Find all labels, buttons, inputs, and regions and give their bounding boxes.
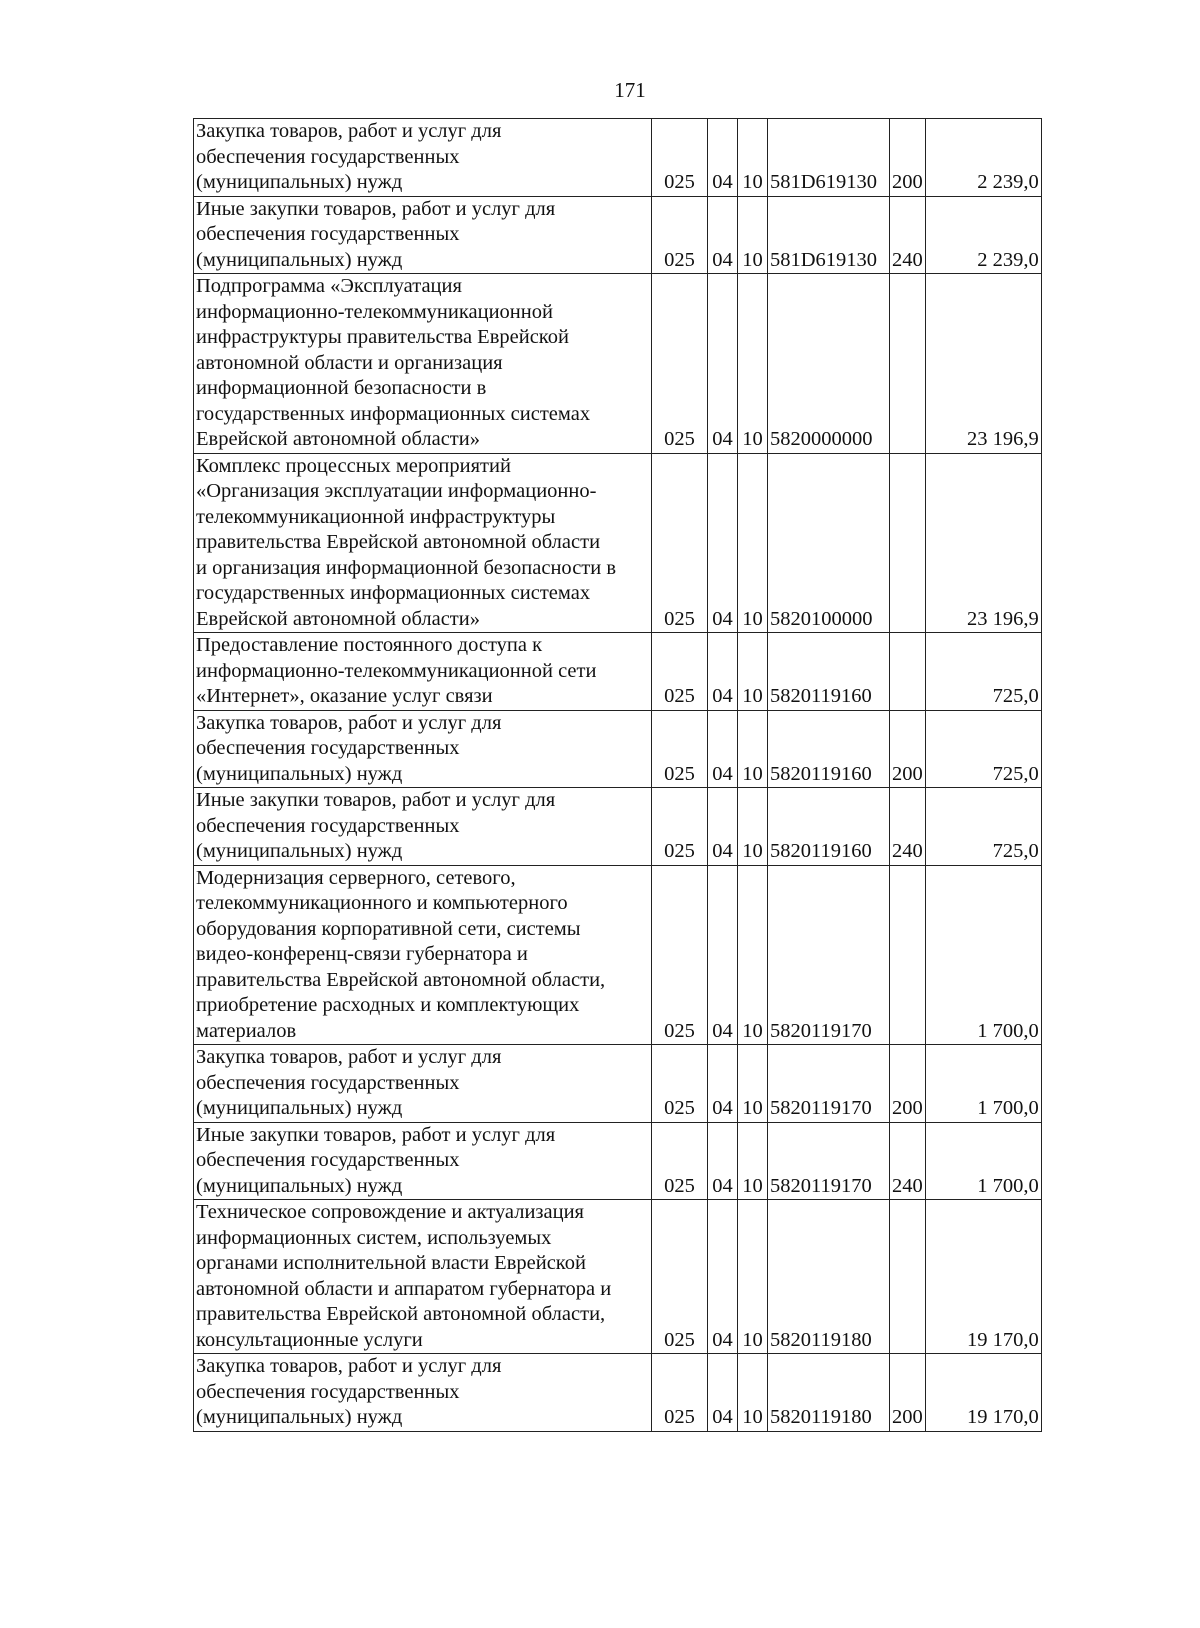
expense-name-cell: Иные закупки товаров, работ и услуг для обеспечения государственных (муниципальных) нужд xyxy=(194,196,652,274)
ministry-code-cell: 025 xyxy=(652,274,708,454)
amount-cell: 725,0 xyxy=(925,633,1041,711)
target-article-cell: 5820119170 xyxy=(768,1045,890,1123)
ministry-code-cell: 025 xyxy=(652,453,708,633)
amount-cell: 1 700,0 xyxy=(925,1122,1041,1200)
expense-type-cell: 240 xyxy=(890,788,926,866)
amount-cell: 19 170,0 xyxy=(925,1354,1041,1432)
target-article-cell: 5820119160 xyxy=(768,788,890,866)
target-article-cell: 5820119160 xyxy=(768,633,890,711)
expense-type-cell: 200 xyxy=(890,1354,926,1432)
ministry-code-cell: 025 xyxy=(652,1045,708,1123)
expense-type-cell xyxy=(890,1200,926,1354)
section-code-cell: 04 xyxy=(708,865,738,1045)
table-row xyxy=(194,710,1042,788)
amount-cell: 2 239,0 xyxy=(925,119,1041,197)
target-article-cell: 581D619130 xyxy=(768,119,890,197)
subsection-code-cell: 10 xyxy=(738,633,768,711)
amount-cell: 1 700,0 xyxy=(925,1045,1041,1123)
ministry-code-cell: 025 xyxy=(652,865,708,1045)
subsection-code-cell: 10 xyxy=(738,1045,768,1123)
amount-cell: 19 170,0 xyxy=(925,1200,1041,1354)
ministry-code-cell: 025 xyxy=(652,1200,708,1354)
expense-name-cell: Подпрограмма «Эксплуатация информационно-телекоммуникационной инфраструктуры правительства Еврейской автономной области и организация информационной безопасности в государственных информационных системах Еврейской автономной области» xyxy=(194,274,652,454)
expense-name-cell: Модернизация серверного, сетевого, телекоммуникационного и компьютерного оборудования корпоративной сети, системы видео-конференц-связи губернатора и правительства Еврейской автономной области, приобретение расходных и комплектующих материалов xyxy=(194,865,652,1045)
table-row xyxy=(194,788,1042,866)
table-row xyxy=(194,1200,1042,1354)
amount-cell: 725,0 xyxy=(925,710,1041,788)
table-row xyxy=(194,119,1042,197)
expense-type-cell xyxy=(890,865,926,1045)
table-row xyxy=(194,1354,1042,1432)
amount-cell: 23 196,9 xyxy=(925,453,1041,633)
target-article-cell: 5820119180 xyxy=(768,1354,890,1432)
subsection-code-cell: 10 xyxy=(738,119,768,197)
subsection-code-cell: 10 xyxy=(738,710,768,788)
section-code-cell: 04 xyxy=(708,1354,738,1432)
table-row xyxy=(194,865,1042,1045)
target-article-cell: 5820119170 xyxy=(768,865,890,1045)
amount-cell: 1 700,0 xyxy=(925,865,1041,1045)
subsection-code-cell: 10 xyxy=(738,1354,768,1432)
section-code-cell: 04 xyxy=(708,1200,738,1354)
expense-name-cell: Закупка товаров, работ и услуг для обеспечения государственных (муниципальных) нужд xyxy=(194,1045,652,1123)
section-code-cell: 04 xyxy=(708,1122,738,1200)
expense-type-cell: 200 xyxy=(890,119,926,197)
budget-table xyxy=(193,118,1042,1432)
ministry-code-cell: 025 xyxy=(652,710,708,788)
subsection-code-cell: 10 xyxy=(738,274,768,454)
expense-type-cell: 240 xyxy=(890,196,926,274)
expense-name-cell: Иные закупки товаров, работ и услуг для обеспечения государственных (муниципальных) нужд xyxy=(194,788,652,866)
subsection-code-cell: 10 xyxy=(738,788,768,866)
subsection-code-cell: 10 xyxy=(738,196,768,274)
expense-name-cell: Закупка товаров, работ и услуг для обеспечения государственных (муниципальных) нужд xyxy=(194,1354,652,1432)
expense-name-cell: Закупка товаров, работ и услуг для обеспечения государственных (муниципальных) нужд xyxy=(194,119,652,197)
table-row xyxy=(194,196,1042,274)
expense-name-cell: Иные закупки товаров, работ и услуг для обеспечения государственных (муниципальных) нужд xyxy=(194,1122,652,1200)
section-code-cell: 04 xyxy=(708,788,738,866)
subsection-code-cell: 10 xyxy=(738,453,768,633)
target-article-cell: 5820119160 xyxy=(768,710,890,788)
target-article-cell: 5820119170 xyxy=(768,1122,890,1200)
amount-cell: 725,0 xyxy=(925,788,1041,866)
amount-cell: 23 196,9 xyxy=(925,274,1041,454)
section-code-cell: 04 xyxy=(708,710,738,788)
amount-cell: 2 239,0 xyxy=(925,196,1041,274)
ministry-code-cell: 025 xyxy=(652,788,708,866)
expense-name-cell: Закупка товаров, работ и услуг для обеспечения государственных (муниципальных) нужд xyxy=(194,710,652,788)
subsection-code-cell: 10 xyxy=(738,1122,768,1200)
table-row xyxy=(194,453,1042,633)
expense-type-cell xyxy=(890,274,926,454)
ministry-code-cell: 025 xyxy=(652,1122,708,1200)
subsection-code-cell: 10 xyxy=(738,865,768,1045)
table-row xyxy=(194,633,1042,711)
section-code-cell: 04 xyxy=(708,453,738,633)
table-row xyxy=(194,1122,1042,1200)
expense-type-cell: 240 xyxy=(890,1122,926,1200)
ministry-code-cell: 025 xyxy=(652,196,708,274)
expense-type-cell: 200 xyxy=(890,1045,926,1123)
expense-type-cell xyxy=(890,633,926,711)
expense-name-cell: Комплекс процессных мероприятий «Организация эксплуатации информационно- телекоммуникационной инфраструктуры правительства Еврейской автономной области и организация информационной безопасности в государственных информационных системах Еврейской автономной области» xyxy=(194,453,652,633)
ministry-code-cell: 025 xyxy=(652,633,708,711)
target-article-cell: 5820100000 xyxy=(768,453,890,633)
table-row xyxy=(194,274,1042,454)
target-article-cell: 5820000000 xyxy=(768,274,890,454)
section-code-cell: 04 xyxy=(708,274,738,454)
page-number: 171 xyxy=(614,78,646,102)
expense-type-cell xyxy=(890,453,926,633)
table-row xyxy=(194,1045,1042,1123)
subsection-code-cell: 10 xyxy=(738,1200,768,1354)
expense-name-cell: Техническое сопровождение и актуализация информационных систем, используемых органами исполнительной власти Еврейской автономной области и аппаратом губернатора и правительства Еврейской автономной области, консультационные услуги xyxy=(194,1200,652,1354)
section-code-cell: 04 xyxy=(708,633,738,711)
target-article-cell: 581D619130 xyxy=(768,196,890,274)
ministry-code-cell: 025 xyxy=(652,1354,708,1432)
expense-name-cell: Предоставление постоянного доступа к информационно-телекоммуникационной сети «Интернет», оказание услуг связи xyxy=(194,633,652,711)
section-code-cell: 04 xyxy=(708,119,738,197)
budget-table-body xyxy=(194,119,1042,1432)
target-article-cell: 5820119180 xyxy=(768,1200,890,1354)
section-code-cell: 04 xyxy=(708,196,738,274)
ministry-code-cell: 025 xyxy=(652,119,708,197)
section-code-cell: 04 xyxy=(708,1045,738,1123)
expense-type-cell: 200 xyxy=(890,710,926,788)
